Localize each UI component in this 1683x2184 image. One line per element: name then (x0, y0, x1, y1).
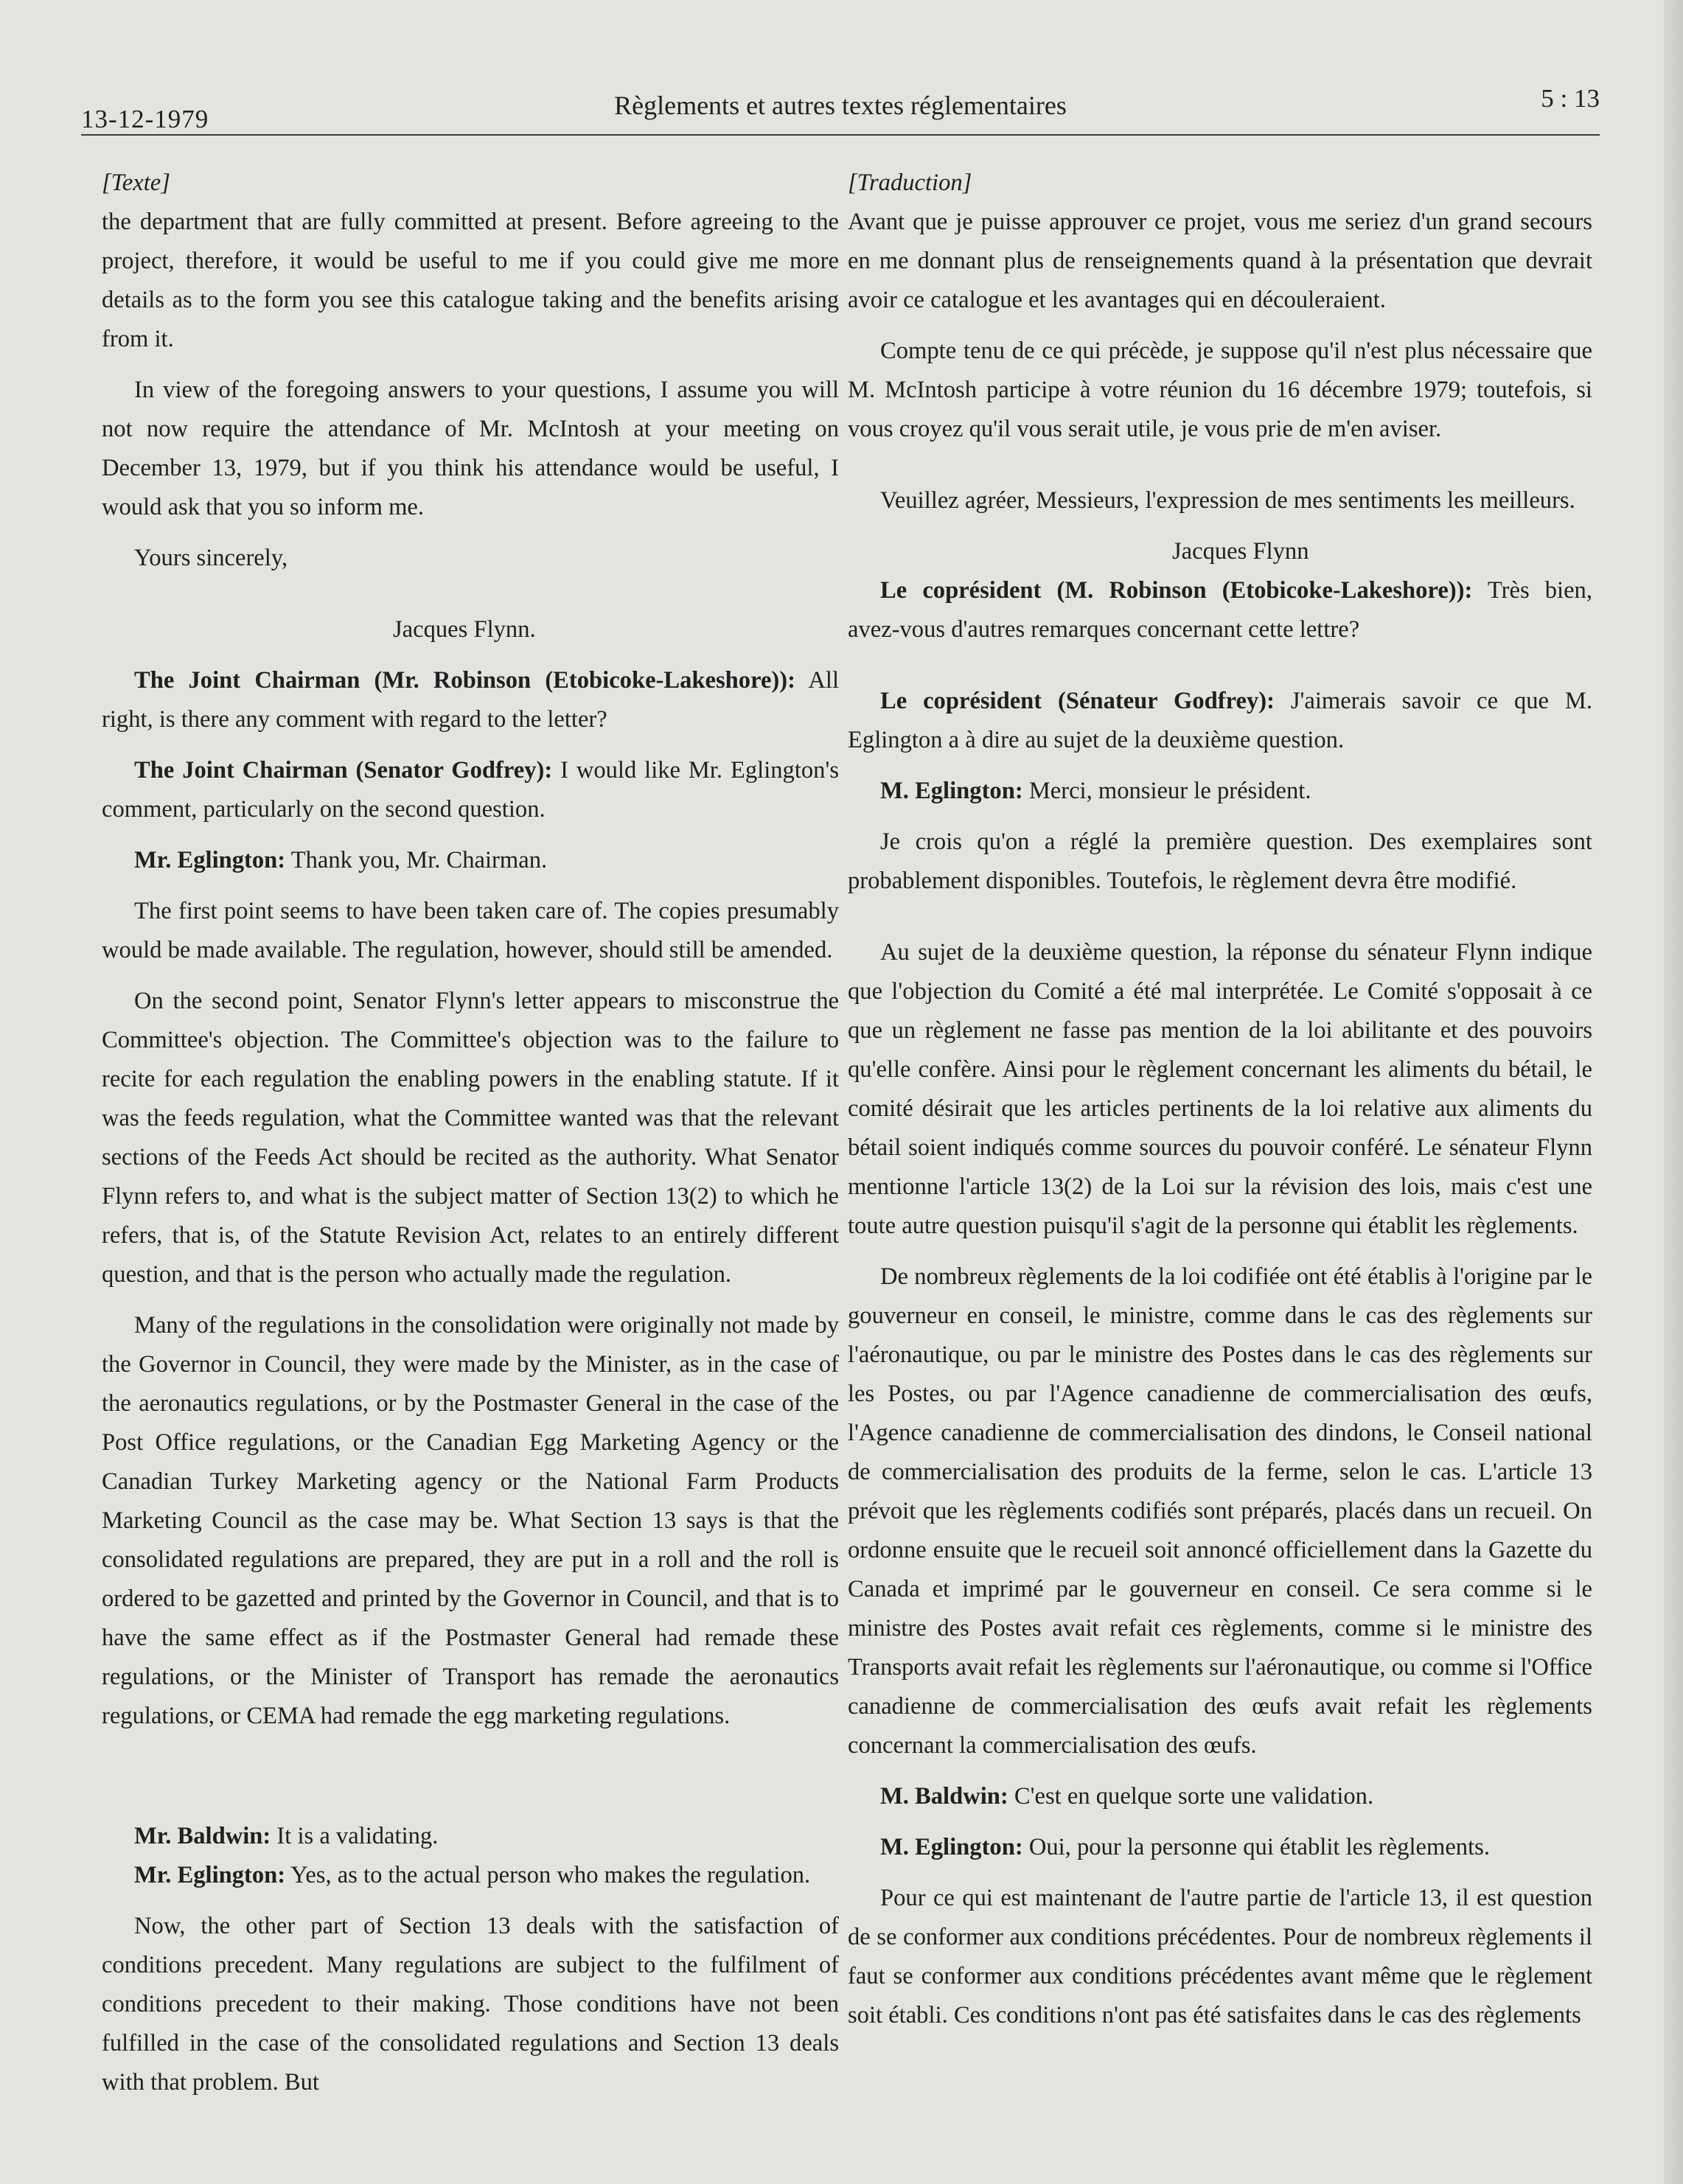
speech (848, 682, 1592, 760)
speech-text: Très bien, avez-vous d'autres remarques concernant cette lettre? (848, 577, 1592, 643)
speech (102, 1817, 839, 1856)
paragraph: The first point seems to have been taken care of. The copies presumably would be made available. The regulation, however, should still be amended. (102, 898, 839, 963)
speech (102, 661, 839, 739)
french-column (848, 164, 1592, 2035)
speaker-name: Mr. Eglington: (134, 1862, 286, 1888)
speaker-name: M. Eglington: (880, 1834, 1023, 1860)
header-rule (81, 134, 1600, 136)
speech (102, 751, 839, 829)
paragraph: Now, the other part of Section 13 deals with the satisfaction of conditions precedent. Many regulations are subject to the fulfilment of conditions precedent to their making. Those conditions have not been fulfilled in the case of the consolidated regulations and Section 13 deals with that problem. But (102, 1913, 839, 2096)
signature: Jacques Flynn (1172, 538, 1309, 565)
signature: Jacques Flynn. (393, 616, 536, 643)
closing: Yours sincerely, (134, 545, 288, 571)
paragraph: In view of the foregoing answers to your questions, I assume you will not now require the attendance of Mr. McIntosh at your meeting on December 13, 1979, but if you think his attendance would be useful, I would ask that you so inform me. (102, 377, 839, 520)
speech-text: Yes, as to the actual person who makes the regulation. (285, 1862, 811, 1888)
speech (102, 841, 839, 880)
paragraph: Pour ce qui est maintenant de l'autre partie de l'article 13, il est question de se conformer aux conditions précédentes. Pour de nombreux règlements il faut se conformer aux conditions précédentes avant même que le règlement soit établi. Ces conditions n'ont pas été satisfaites dans le cas des règlements (848, 1885, 1592, 2028)
column-language-tag: [Traduction] (848, 170, 972, 196)
speech-text: All right, is there any comment with regard to the letter? (102, 667, 839, 733)
speech (848, 772, 1592, 811)
english-column (102, 164, 839, 2102)
speech-text: Merci, monsieur le président. (1022, 778, 1311, 804)
paragraph: Au sujet de la deuxième question, la réponse du sénateur Flynn indique que l'objection du Comité a été mal interprétée. Le Comité s'opposait à ce que un règlement ne fasse pas mention de la loi abilitante et des pouvoirs qu'elle confère. Ainsi pour le règlement concernant les aliments du bétail, le comité désirait que les articles pertinents de la loi relative aux aliments du bétail soient indiqués comme sources du pouvoir conféré. Le sénateur Flynn mentionne l'article 13(2) de la Loi sur la révision des lois, mais c'est une toute autre question puisqu'il s'agit de la personne qui établit les règlements. (848, 939, 1592, 1239)
paragraph: Many of the regulations in the consolidation were originally not made by the Governor in Council, they were made by the Minister, as in the case of the aeronautics regulations, or by the Postmaster General in the case of the Post Office regulations, or the Canadian Egg Marketing Agency or the Canadian Turkey Marketing agency or the National Farm Products Marketing Council as the case may be. What Section 13 says is that the consolidated regulations are prepared, they are put in a roll and the roll is ordered to be gazetted and printed by the Governor in Council, and that is to have the same effect as if the Postmaster General had remade these regulations, or the Minister of Transport has remade the aeronautics regulations, or CEMA had remade the egg marketing regulations. (102, 1312, 839, 1729)
paragraph: Avant que je puisse approuver ce projet, vous me seriez d'un grand secours en me donnant plus de renseignements quand à la présentation que devrait avoir ce catalogue et les avantages qui en découleraient. (848, 209, 1592, 313)
paragraph: Je crois qu'on a réglé la première question. Des exemplaires sont probablement disponibles. Toutefois, le règlement devra être modifié. (848, 828, 1592, 894)
speaker-name: Mr. Baldwin: (134, 1823, 271, 1849)
speech-text: It is a validating. (271, 1823, 439, 1849)
speech-text: C'est en quelque sorte une validation. (1008, 1783, 1374, 1810)
speaker-name: M. Baldwin: (880, 1783, 1008, 1810)
speaker-name: M. Eglington: (880, 778, 1023, 804)
header-title: Règlements et autres textes réglementaires (614, 91, 1067, 120)
header-date: 13-12-1979 (81, 105, 209, 133)
paragraph: Compte tenu de ce qui précède, je suppose qu'il n'est plus nécessaire que M. McIntosh participe à votre réunion du 16 décembre 1979; toutefois, si vous croyez qu'il vous serait utile, je vous prie de m'en aviser. (848, 338, 1592, 442)
paragraph: the department that are fully committed at present. Before agreeing to the project, therefore, it would be useful to me if you could give me more details as to the form you see this catalogue taking and the benefits arising from it. (102, 209, 839, 352)
speaker-name: The Joint Chairman (Senator Godfrey): (134, 757, 553, 784)
speech-text: Thank you, Mr. Chairman. (285, 847, 548, 873)
speaker-name: The Joint Chairman (Mr. Robinson (Etobicoke-Lakeshore)): (134, 667, 795, 694)
speaker-name: Mr. Eglington: (134, 847, 286, 873)
speaker-name: Le coprésident (M. Robinson (Etobicoke-Lakeshore)): (880, 577, 1473, 604)
speech-text: J'aimerais savoir ce que M. Eglington a à dire au sujet de la deuxième question. (848, 688, 1592, 753)
page-edge-shadow (1664, 0, 1683, 2184)
speech-text: Oui, pour la personne qui établit les règlements. (1022, 1834, 1490, 1860)
speech-text: I would like Mr. Eglington's comment, particularly on the second question. (102, 757, 839, 823)
column-language-tag: [Texte] (102, 170, 170, 196)
speech (102, 1856, 839, 1895)
speech (848, 1828, 1592, 1867)
speech (848, 571, 1592, 649)
paragraph: On the second point, Senator Flynn's letter appears to misconstrue the Committee's objection. The Committee's objection was to the failure to recite for each regulation the enabling powers in the enabling statute. If it was the feeds regulation, what the Committee wanted was that the relevant sections of the Feeds Act should be recited as the authority. What Senator Flynn refers to, and what is the subject matter of Section 13(2) to which he refers, that is, of the Statute Revision Act, relates to an entirely different question, and that is the person who actually made the regulation. (102, 988, 839, 1288)
page-header (81, 80, 1600, 139)
speech (848, 1777, 1592, 1816)
paragraph: De nombreux règlements de la loi codifiée ont été établis à l'origine par le gouverneur en conseil, le ministre, comme dans le cas des règlements sur l'aéronautique, ou par le ministre des Postes dans le cas des règlements sur les Postes, ou par l'Agence canadienne de commercialisation des œufs, l'Agence canadienne de commercialisation des dindons, le Conseil national de commercialisation des produits de la ferme, selon le cas. L'article 13 prévoit que les règlements codifiés sont préparés, placés dans un recueil. On ordonne ensuite que le recueil soit annoncé officiellement dans la Gazette du Canada et imprimé par le gouverneur en conseil. Ce sera comme si le ministre des Postes avait refait ces règlements, comme si le ministre des Transports avait refait les règlements sur l'aéronautique, ou comme si l'Office canadienne de commercialisation des œufs avait refait les règlements concernant la commercialisation des œufs. (848, 1263, 1592, 1759)
page-number: 5 : 13 (1541, 84, 1600, 113)
closing: Veuillez agréer, Messieurs, l'expression de mes sentiments les meilleurs. (880, 487, 1575, 514)
speaker-name: Le coprésident (Sénateur Godfrey): (880, 688, 1275, 714)
